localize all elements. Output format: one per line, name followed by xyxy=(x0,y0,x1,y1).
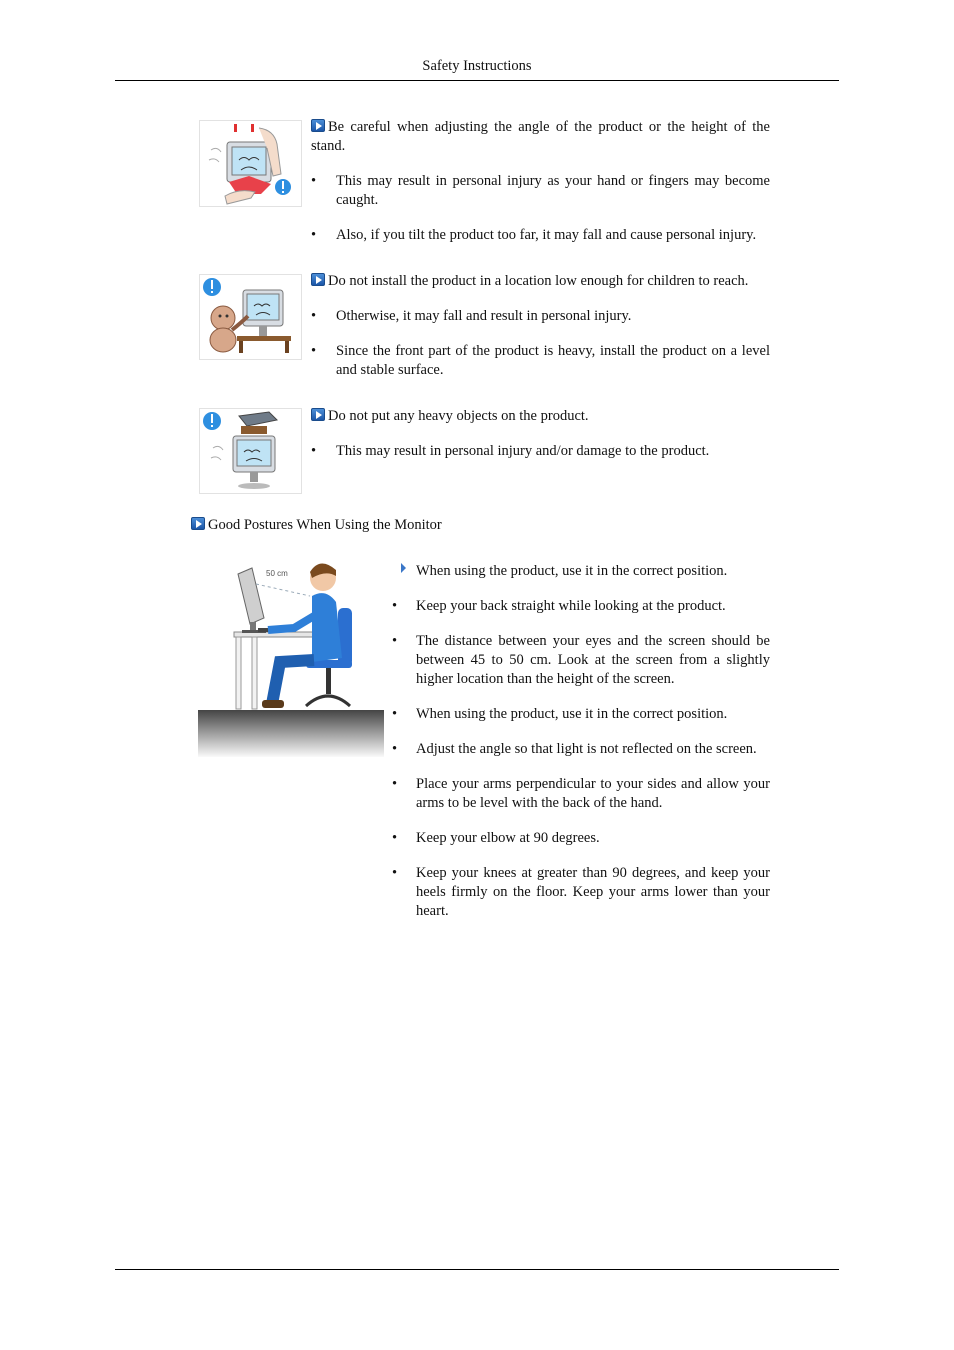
posture-tips xyxy=(392,562,770,921)
list-item: • This may result in personal injury and/or damage to the product. xyxy=(311,442,770,461)
list-item: • Adjust the angle so that light is not reflected on the screen. xyxy=(392,740,770,759)
good-posture-illustration xyxy=(198,556,384,757)
list-item: • When using the product, use it in the correct position. xyxy=(392,705,770,724)
triangle-marker-icon xyxy=(401,563,406,573)
posture-bullets xyxy=(392,597,770,921)
page-header-title: Safety Instructions xyxy=(422,58,532,74)
blue-arrow-icon xyxy=(191,517,205,530)
list-item: • This may result in personal injury as your hand or fingers may become caught. xyxy=(311,172,770,210)
warning-lead: Do not install the product in a location low enough for children to reach. xyxy=(311,272,770,291)
warning-adjust-angle xyxy=(311,118,770,245)
footer-rule xyxy=(115,1269,839,1270)
list-item: • Keep your back straight while looking at the product. xyxy=(392,597,770,616)
adjust-angle-illustration xyxy=(199,120,302,207)
blue-arrow-icon xyxy=(311,119,325,132)
warning-bullets xyxy=(311,442,770,461)
list-item: • Keep your elbow at 90 degrees. xyxy=(392,829,770,848)
header-rule xyxy=(115,80,839,81)
warning-children xyxy=(311,272,770,380)
warning-lead: Do not put any heavy objects on the product. xyxy=(311,407,770,426)
distance-label: 50 cm xyxy=(266,569,288,578)
list-item: When using the product, use it in the correct position. xyxy=(392,562,770,581)
list-item: • The distance between your eyes and the screen should be between 45 to 50 cm. Look at the screen from a slightly higher location than the height of the screen. xyxy=(392,632,770,689)
list-item: • Also, if you tilt the product too far, it may fall and cause personal injury. xyxy=(311,226,770,245)
warning-lead: Be careful when adjusting the angle of the product or the height of the stand. xyxy=(311,119,770,154)
heavy-object-illustration xyxy=(199,408,302,494)
warning-heavy-objects xyxy=(311,407,770,461)
list-item: • Since the front part of the product is heavy, install the product on a level and stable surface. xyxy=(311,342,770,380)
child-reach-illustration xyxy=(199,274,302,360)
section-title: Good Postures When Using the Monitor xyxy=(191,516,442,535)
blue-arrow-icon xyxy=(311,408,325,421)
warning-bullets xyxy=(311,307,770,380)
list-item: • Keep your knees at greater than 90 degrees, and keep your heels firmly on the floor. Keep your arms lower than your heart. xyxy=(392,864,770,921)
list-item: • Place your arms perpendicular to your sides and allow your arms to be level with the back of the hand. xyxy=(392,775,770,813)
blue-arrow-icon xyxy=(311,273,325,286)
warning-bullets xyxy=(311,172,770,245)
list-item: • Otherwise, it may fall and result in personal injury. xyxy=(311,307,770,326)
